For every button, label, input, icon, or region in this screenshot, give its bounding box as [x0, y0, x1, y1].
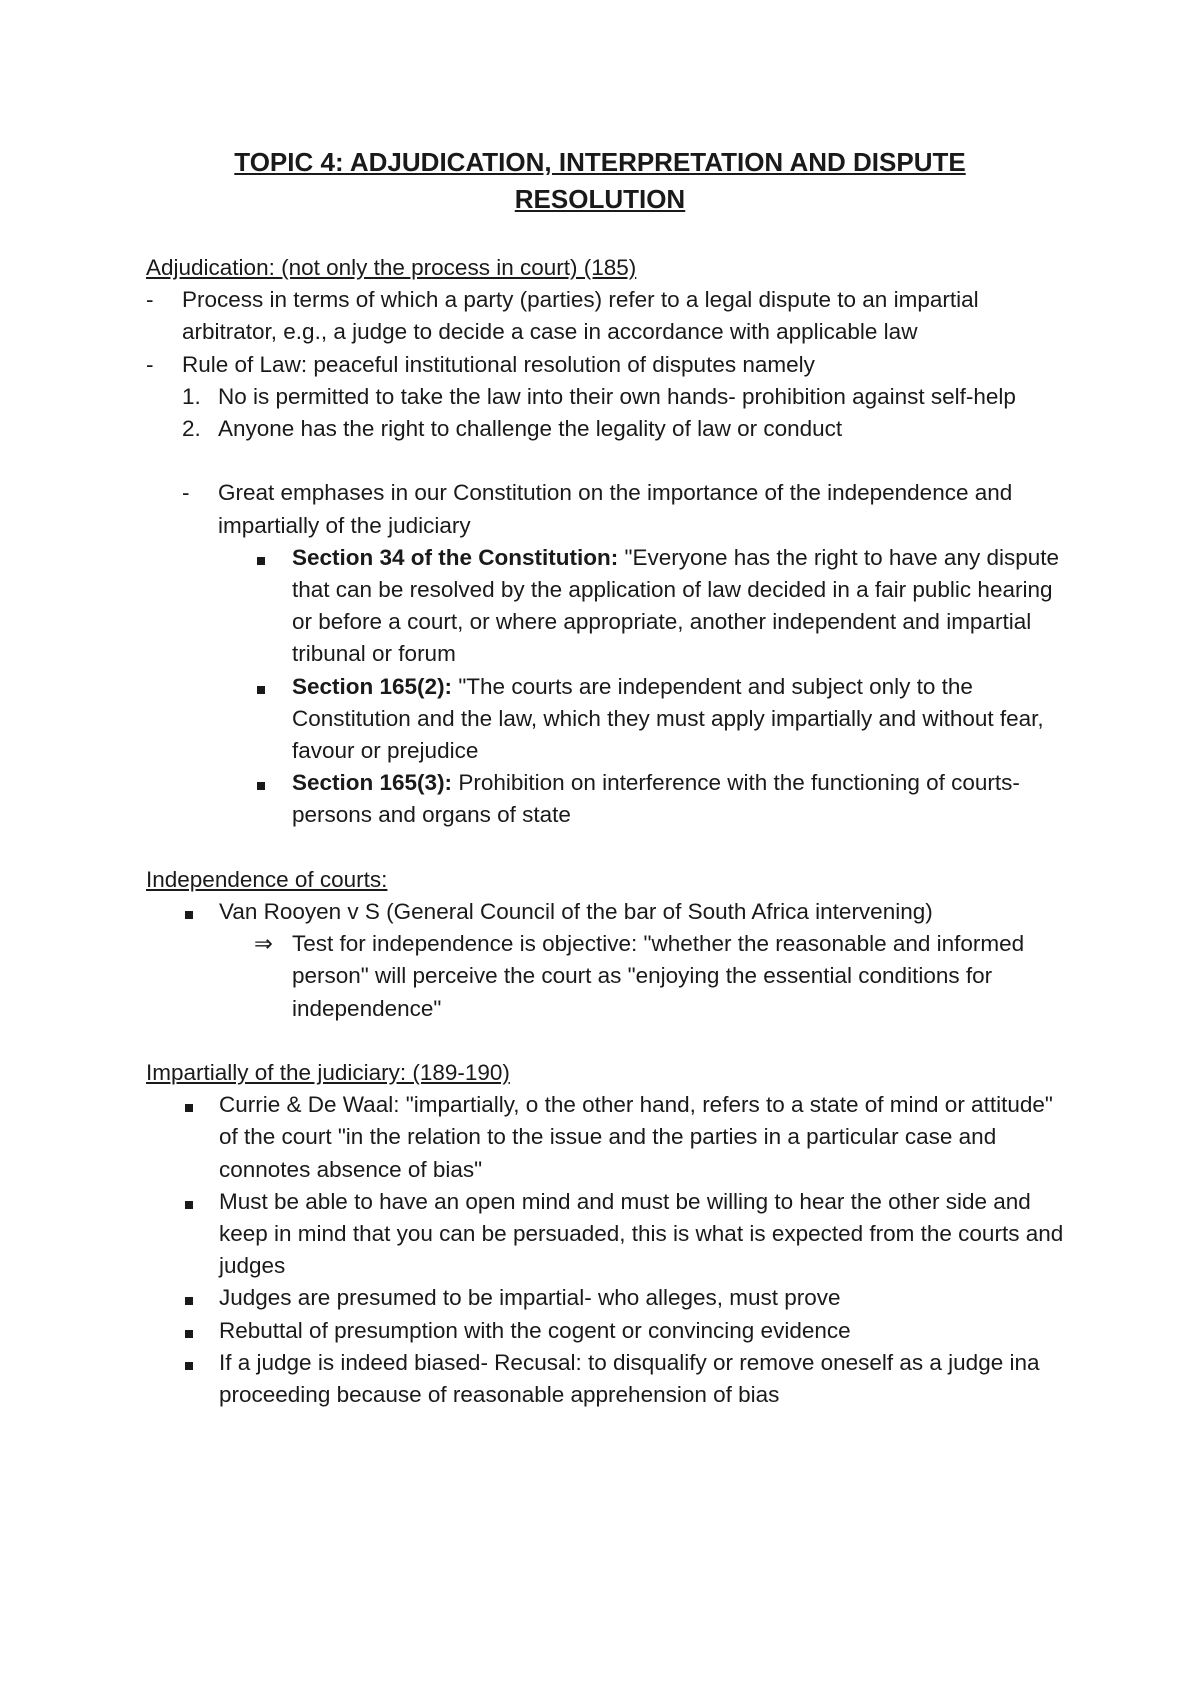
spacer	[146, 1025, 1076, 1057]
bullet-text: Van Rooyen v S (General Council of the bar of South Africa intervening)	[219, 899, 933, 925]
page-title	[150, 144, 1050, 218]
dash-item-text: Process in terms of which a party (parties) refer to a legal dispute to an impartial arbitrator, e.g., a judge to decide a case in accordance with applicable law	[182, 287, 979, 345]
bullet-item	[146, 542, 1076, 671]
arrow-item-text: Test for independence is objective: "whether the reasonable and informed person" will perceive the court as "enjoying the essential conditions for independence"	[292, 931, 1025, 1021]
title-line-2: RESOLUTION	[514, 184, 686, 214]
square-bullet-icon	[257, 542, 265, 574]
section-heading-impartially: Impartially of the judiciary: (189-190)	[146, 1060, 510, 1086]
bullet-text: If a judge is indeed biased- Recusal: to disqualify or remove oneself as a judge ina proceeding because of reasonable apprehension of bias	[219, 1349, 1040, 1408]
bullet-text: Judges are presumed to be impartial- who alleges, must prove	[219, 1285, 841, 1311]
section-heading-adjudication: Adjudication: (not only the process in court) (185)	[146, 255, 637, 280]
dash-item-text: Rule of Law: peaceful institutional resolution of disputes namely	[182, 351, 815, 377]
bullet-item	[146, 1315, 1076, 1347]
section-heading-independence: Independence of courts:	[146, 866, 388, 892]
dash-item	[146, 349, 1076, 381]
square-bullet-icon	[185, 1282, 193, 1314]
square-bullet-icon	[185, 896, 193, 928]
square-bullet-icon	[257, 767, 265, 799]
bullet-label: Section 165(2):	[292, 673, 453, 699]
numbered-item-text: No is permitted to take the law into their own hands- prohibition against self-help	[218, 383, 1016, 409]
numbered-item	[146, 413, 1076, 445]
dash-marker: -	[146, 287, 154, 313]
dash-item-text: Great emphases in our Constitution on the importance of the independence and impartially of the judiciary	[218, 480, 1013, 538]
bullet-text: Must be able to have an open mind and must be willing to hear the other side and keep in mind that you can be persuaded, this is what is expected from the courts and judges	[219, 1188, 1064, 1279]
square-bullet-icon	[185, 1315, 193, 1347]
title-line-1: TOPIC 4: ADJUDICATION, INTERPRETATION AND DISPUTE	[234, 147, 966, 177]
square-bullet-icon	[185, 1089, 193, 1121]
dash-marker: -	[182, 480, 190, 506]
bullet-text: "The courts are independent and subject only to the Constitution and the law, which they must apply impartially and without fear, favour or prejudice	[292, 673, 1044, 764]
bullet-item	[146, 1186, 1076, 1283]
spacer	[146, 445, 1076, 477]
number-marker: 1.	[182, 383, 201, 409]
bullet-item	[146, 896, 1076, 928]
dash-item	[146, 284, 1076, 348]
square-bullet-icon	[185, 1347, 193, 1379]
numbered-item-text: Anyone has the right to challenge the legality of law or conduct	[218, 416, 843, 442]
document-body	[146, 252, 1076, 1411]
dash-item	[146, 477, 1076, 541]
bullet-item	[146, 1089, 1076, 1186]
number-marker: 2.	[182, 416, 201, 442]
bullet-label: Section 34 of the Constitution:	[292, 544, 619, 570]
square-bullet-icon	[257, 671, 265, 703]
bullet-text: Currie & De Waal: "impartially, o the other hand, refers to a state of mind or attitude" of the court "in the relation to the issue and the parties in a particular case and connotes absence of bias"	[219, 1092, 1053, 1182]
numbered-item	[146, 381, 1076, 413]
bullet-item	[146, 1282, 1076, 1314]
square-bullet-icon	[185, 1186, 193, 1218]
bullet-text: Rebuttal of presumption with the cogent or convincing evidence	[219, 1317, 851, 1343]
bullet-item	[146, 671, 1076, 768]
bullet-item	[146, 1347, 1076, 1411]
arrow-item	[146, 928, 1076, 1025]
bullet-text: Prohibition on interference with the functioning of courts- persons and organs of state	[292, 770, 1020, 828]
bullet-text: "Everyone has the right to have any dispute that can be resolved by the application of law decided in a fair public hearing or before a court, or where appropriate, another independent and impartial tribunal or forum	[292, 544, 1060, 667]
bullet-item	[146, 767, 1076, 831]
dash-marker: -	[146, 351, 154, 377]
arrow-icon: ⇒	[254, 931, 273, 957]
bullet-label: Section 165(3):	[292, 770, 453, 796]
spacer	[146, 832, 1076, 864]
